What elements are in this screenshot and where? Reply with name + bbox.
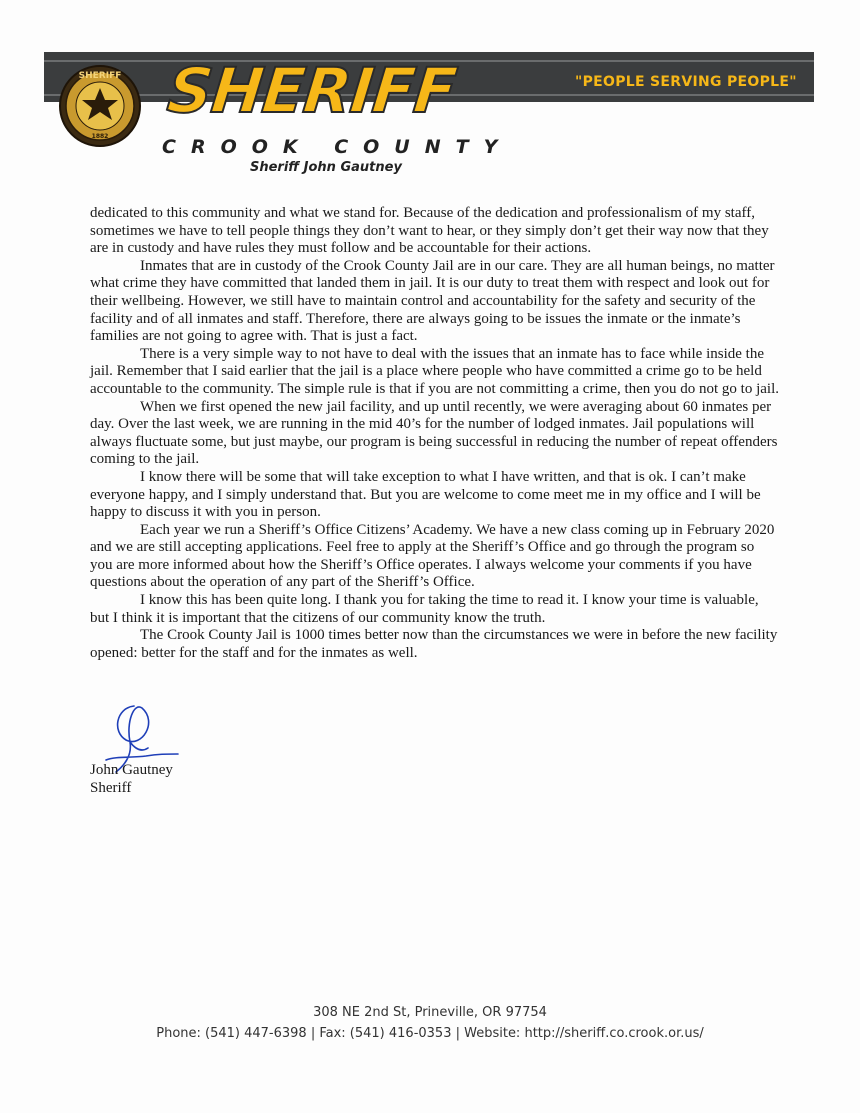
slogan: "PEOPLE SERVING PEOPLE" [575, 74, 797, 90]
signature-title: Sheriff [90, 780, 132, 796]
sheriff-name: Sheriff John Gautney [250, 160, 402, 175]
sheriff-badge-logo [58, 62, 142, 150]
paragraph: I know there will be some that will take exception to what I have written, and that is ok. I can’t make everyone happy, and I simply understand that. But you are welcome to come meet me in my office and I will be happy to discuss it with you in person. [90, 468, 761, 521]
signature-name: John Gautney [90, 762, 173, 778]
paragraph: Inmates that are in custody of the Crook County Jail are in our care. They are all human beings, no matter what crime they have committed that landed them in jail. It is our duty to treat them with respect and look out for their wellbeing. However, we still have to maintain control and accountability for the safety and security of the facility and of all inmates and staff. Therefore, there are always going to be issues the inmate or the inmate’s families are not going to agree with. That is just a fact. [90, 257, 775, 345]
sheriff-wordmark: SHERIFF [164, 54, 460, 127]
svg-text:1882: 1882 [91, 133, 109, 140]
svg-text:SHERIFF: SHERIFF [78, 71, 122, 81]
paragraph: There is a very simple way to not have to deal with the issues that an inmate has to face while inside the jail. Remember that I said earlier that the jail is a place where people who have committed a crime go to be held accountable to the community. The simple rule is that if you are not committing a crime, then you do not go to jail. [90, 345, 780, 397]
paragraph: I know this has been quite long. I thank you for taking the time to read it. I know your time is valuable, but I think it is important that the citizens of our community know the truth. [90, 592, 759, 626]
paragraph: dedicated to this community and what we stand for. Because of the dedication and professionalism of my staff, sometimes we have to tell people things they don’t want to hear, or they simply don’t get their way now that they are in custody and have rules they must follow and be accountable for their actions. [90, 205, 769, 257]
footer-contact: Phone: (541) 447-6398 | Fax: (541) 416-0353 | Website: http://sheriff.co.crook.or.us/ [156, 1026, 704, 1041]
letter-body [90, 205, 780, 662]
paragraph: Each year we run a Sheriff’s Office Citizens’ Academy. We have a new class coming up in February 2020 and we are still accepting applications. Feel free to apply at the Sheriff’s Office and go through the program so you are more informed about how the Sheriff’s Office operates. I always welcome your comments if you have questions about the operation of any part of the Sheriff’s Office. [90, 521, 775, 591]
paragraph: When we first opened the new jail facility, and up until recently, we were averaging about 60 inmates per day. Over the last week, we are running in the mid 40’s for the number of lodged inmates. Jail populations will always fluctuate some, but just maybe, our program is being successful in reducing the number of repeat offenders coming to the jail. [90, 398, 778, 468]
county-name: CROOK COUNTY [162, 136, 513, 158]
footer-address: 308 NE 2nd St, Prineville, OR 97754 [313, 1005, 547, 1020]
paragraph: The Crook County Jail is 1000 times better now than the circumstances we were in before the new facility opened: better for the staff and for the inmates as well. [90, 627, 778, 661]
